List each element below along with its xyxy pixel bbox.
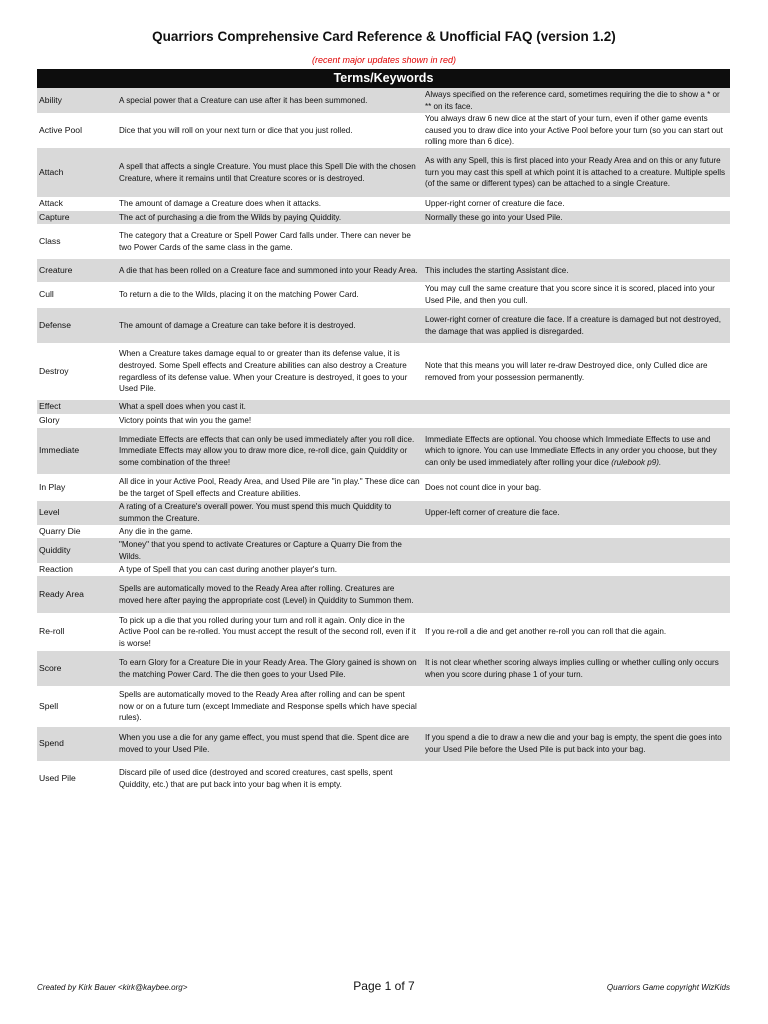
term-definition: A rating of a Creature's overall power. You must spend this much Quiddity to summon the Creature. xyxy=(117,501,423,525)
notes-text: Always specified on the reference card, sometimes requiring the die to show a * or ** on its face. xyxy=(425,89,720,111)
notes-text: Upper-right corner of creature die face. xyxy=(425,199,565,209)
term-definition: The category that a Creature or Spell Power Card falls under. There can never be two Power Cards of the same class in the game. xyxy=(119,230,411,252)
updates-note: (recent major updates shown in red) xyxy=(311,55,457,65)
notes-text: This includes the starting Assistant dice. xyxy=(425,265,569,275)
term-row xyxy=(37,501,730,525)
notes-text: You always draw 6 new dice at the start of your turn, even if other game events caused you to draw dice into your Active Pool before your turn (so you can start out rolling more than 6 dice). xyxy=(425,114,723,147)
term-name: Active Pool xyxy=(39,124,82,135)
term-row xyxy=(37,282,730,308)
notes-text: As with any Spell, this is first placed into your Ready Area and on this or any future turn you may cast this spell at which point it is attached to a creature. Multiple spells (of the same or different types) can be attached to a single Creature. xyxy=(425,156,726,189)
term-name: Spell xyxy=(39,700,59,711)
term-notes xyxy=(423,686,730,727)
term-definition: Dice that you will roll on your next turn or dice that you just rolled. xyxy=(119,125,353,135)
term-notes xyxy=(423,400,730,414)
term-definition: A die that has been rolled on a Creature face and summoned into your Ready Area. xyxy=(117,259,423,282)
term-notes xyxy=(423,613,730,651)
term-row xyxy=(37,686,730,727)
term-row xyxy=(37,308,730,343)
term-notes xyxy=(423,651,730,686)
notes-text: Does not count dice in your bag. xyxy=(425,482,542,492)
term-name: Glory xyxy=(39,415,60,426)
term-definition: Any die in the game. xyxy=(119,526,193,536)
term-notes xyxy=(423,428,730,474)
term-notes xyxy=(423,414,730,428)
term-name: Attack xyxy=(39,198,63,209)
term-definition: Victory points that win you the game! xyxy=(119,416,252,426)
term-notes xyxy=(423,474,730,501)
term-row xyxy=(37,259,730,282)
term-definition: "Money" that you spend to activate Creatures or Capture a Quarry Die from the Wilds. xyxy=(117,538,423,563)
term-definition: To return a die to the Wilds, placing it on the matching Power Card. xyxy=(119,290,359,300)
term-row xyxy=(37,651,730,686)
notes-text: You may cull the same creature that you score since it is scored, placed into your Used Pile, and then you cull. xyxy=(425,284,715,305)
term-row xyxy=(37,563,730,576)
term-row xyxy=(37,525,730,538)
term-row xyxy=(37,474,730,501)
term-definition: Spells are automatically moved to the Ready Area after rolling and can be spent now or on a future turn (except Immediate and Response spells which have special rules). xyxy=(119,690,417,723)
term-name: Class xyxy=(39,235,61,246)
term-name: Attach xyxy=(37,148,117,197)
term-row xyxy=(37,211,730,224)
term-row xyxy=(37,576,730,613)
term-definition: A type of Spell that you can cast during another player's turn. xyxy=(119,564,337,574)
term-row xyxy=(37,343,730,400)
notes-text: Lower-right corner of creature die face. If a creature is damaged but not destroyed, the damage that was applied is disregarded. xyxy=(425,314,722,336)
term-row xyxy=(37,197,730,211)
term-notes xyxy=(423,211,730,224)
term-name: Score xyxy=(37,651,117,686)
term-row xyxy=(37,727,730,761)
term-name: In Play xyxy=(39,481,66,492)
term-row xyxy=(37,414,730,428)
term-name: Re-roll xyxy=(39,626,65,637)
term-name: Immediate xyxy=(37,428,117,474)
term-notes xyxy=(423,563,730,576)
term-definition: All dice in your Active Pool, Ready Area, and Used Pile are "in play." These dice can be the target of Spell effects and Creature abilities. xyxy=(119,476,420,498)
term-definition: A spell that affects a single Creature. You must place this Spell Die with the chosen Creature, where it remains until that Creature scores or is destroyed. xyxy=(117,148,423,197)
term-notes xyxy=(423,224,730,259)
term-notes xyxy=(423,282,730,308)
notes-text: If you re-roll a die and get another re-roll you can roll that die again. xyxy=(425,627,667,637)
notes-text: If you spend a die to draw a new die and your bag is empty, the spent die goes into your Used Pile before the Used Pile is put back into your bag. xyxy=(425,733,722,754)
terms-table-body xyxy=(37,88,730,797)
term-notes xyxy=(423,727,730,761)
notes-text: Immediate Effects are optional. You choose which Immediate Effects to use and which to ignore. You can use Immediate Effects in any order you choose, but they can only be used immediately after rolling your dice xyxy=(425,434,717,467)
term-notes xyxy=(423,113,730,148)
term-name: Level xyxy=(37,501,117,525)
term-name: Quarry Die xyxy=(39,525,81,536)
term-name: Creature xyxy=(37,259,117,282)
notes-text: Note that this means you will later re-draw Destroyed dice, only Culled dice are removed from your possession permanently. xyxy=(425,360,708,382)
term-notes xyxy=(423,259,730,282)
term-name: Spend xyxy=(37,727,117,761)
terms-table xyxy=(37,88,730,797)
footer-author: Created by Kirk Bauer <kirk@kaybee.org> xyxy=(37,983,188,992)
term-notes xyxy=(423,761,730,797)
term-definition: When a Creature takes damage equal to or greater than its defense value, it is destroyed. Some Spell effects and Creature abilities can also destroy a Creature regardless of its defense value. When your Creature is destroyed, it goes to your Used Pile. xyxy=(119,349,408,394)
term-name: Ability xyxy=(37,88,117,113)
term-definition: Discard pile of used dice (destroyed and scored creatures, cast spells, spent Quiddity, etc.) that are put back into your bag when it is empty. xyxy=(119,768,393,789)
term-row xyxy=(37,88,730,113)
term-notes xyxy=(423,501,730,525)
term-row xyxy=(37,613,730,651)
term-name: Ready Area xyxy=(37,576,117,613)
term-notes xyxy=(423,343,730,400)
term-notes xyxy=(423,197,730,211)
notes-text: Normally these go into your Used Pile. xyxy=(425,212,563,222)
term-definition: Spells are automatically moved to the Ready Area after rolling. Creatures are moved here after paying the appropriate cost (Level) in Quiddity to Summon them. xyxy=(117,576,423,613)
term-definition: The amount of damage a Creature can take before it is destroyed. xyxy=(117,308,423,343)
term-definition: The amount of damage a Creature does when it attacks. xyxy=(119,199,322,209)
term-definition: When you use a die for any game effect, you must spend that die. Spent dice are moved to your Used Pile. xyxy=(117,727,423,761)
term-notes xyxy=(423,88,730,113)
footer-page-number: Page 1 of 7 xyxy=(353,979,415,993)
term-name: Defense xyxy=(37,308,117,343)
term-definition: A special power that a Creature can use after it has been summoned. xyxy=(117,88,423,113)
term-notes xyxy=(423,525,730,538)
term-notes xyxy=(423,538,730,563)
term-row xyxy=(37,224,730,259)
term-row xyxy=(37,538,730,563)
term-name: Capture xyxy=(37,211,117,224)
term-definition: To earn Glory for a Creature Die in your Ready Area. The Glory gained is shown on the matching Power Card. The die then goes to your Used Pile. xyxy=(117,651,423,686)
term-name: Reaction xyxy=(39,563,73,574)
term-definition: What a spell does when you cast it. xyxy=(117,400,423,414)
notes-reference: (rulebook p9). xyxy=(611,457,662,467)
notes-text: Upper-left corner of creature die face. xyxy=(425,508,560,518)
term-name: Effect xyxy=(37,400,117,414)
footer-copyright: Quarriors Game copyright WizKids xyxy=(606,983,730,992)
term-notes xyxy=(423,576,730,613)
term-notes xyxy=(423,308,730,343)
term-definition: Immediate Effects are effects that can only be used immediately after you roll dice. Immediate Effects may allow you to draw more dice, re-roll dice, gain Quiddity or some combination of the three! xyxy=(117,428,423,474)
document-title: Quarriors Comprehensive Card Reference & Unofficial FAQ (version 1.2) xyxy=(152,29,616,44)
term-definition: To pick up a die that you rolled during your turn and roll it again. Only dice in the Active Pool can be re-rolled. You must accept the result of the second roll, even if it is worse! xyxy=(119,615,416,648)
term-notes xyxy=(423,148,730,197)
term-name: Quiddity xyxy=(37,538,117,563)
term-name: Used Pile xyxy=(39,773,76,784)
term-name: Destroy xyxy=(39,365,69,376)
notes-text: It is not clear whether scoring always implies culling or whether culling only occurs when you score during phase 1 of your turn. xyxy=(425,657,719,679)
term-row xyxy=(37,428,730,474)
term-definition: The act of purchasing a die from the Wilds by paying Quiddity. xyxy=(117,211,423,224)
term-row xyxy=(37,761,730,797)
term-row xyxy=(37,148,730,197)
section-header: Terms/Keywords xyxy=(37,69,730,88)
term-name: Cull xyxy=(39,289,54,300)
term-row xyxy=(37,113,730,148)
term-row xyxy=(37,400,730,414)
